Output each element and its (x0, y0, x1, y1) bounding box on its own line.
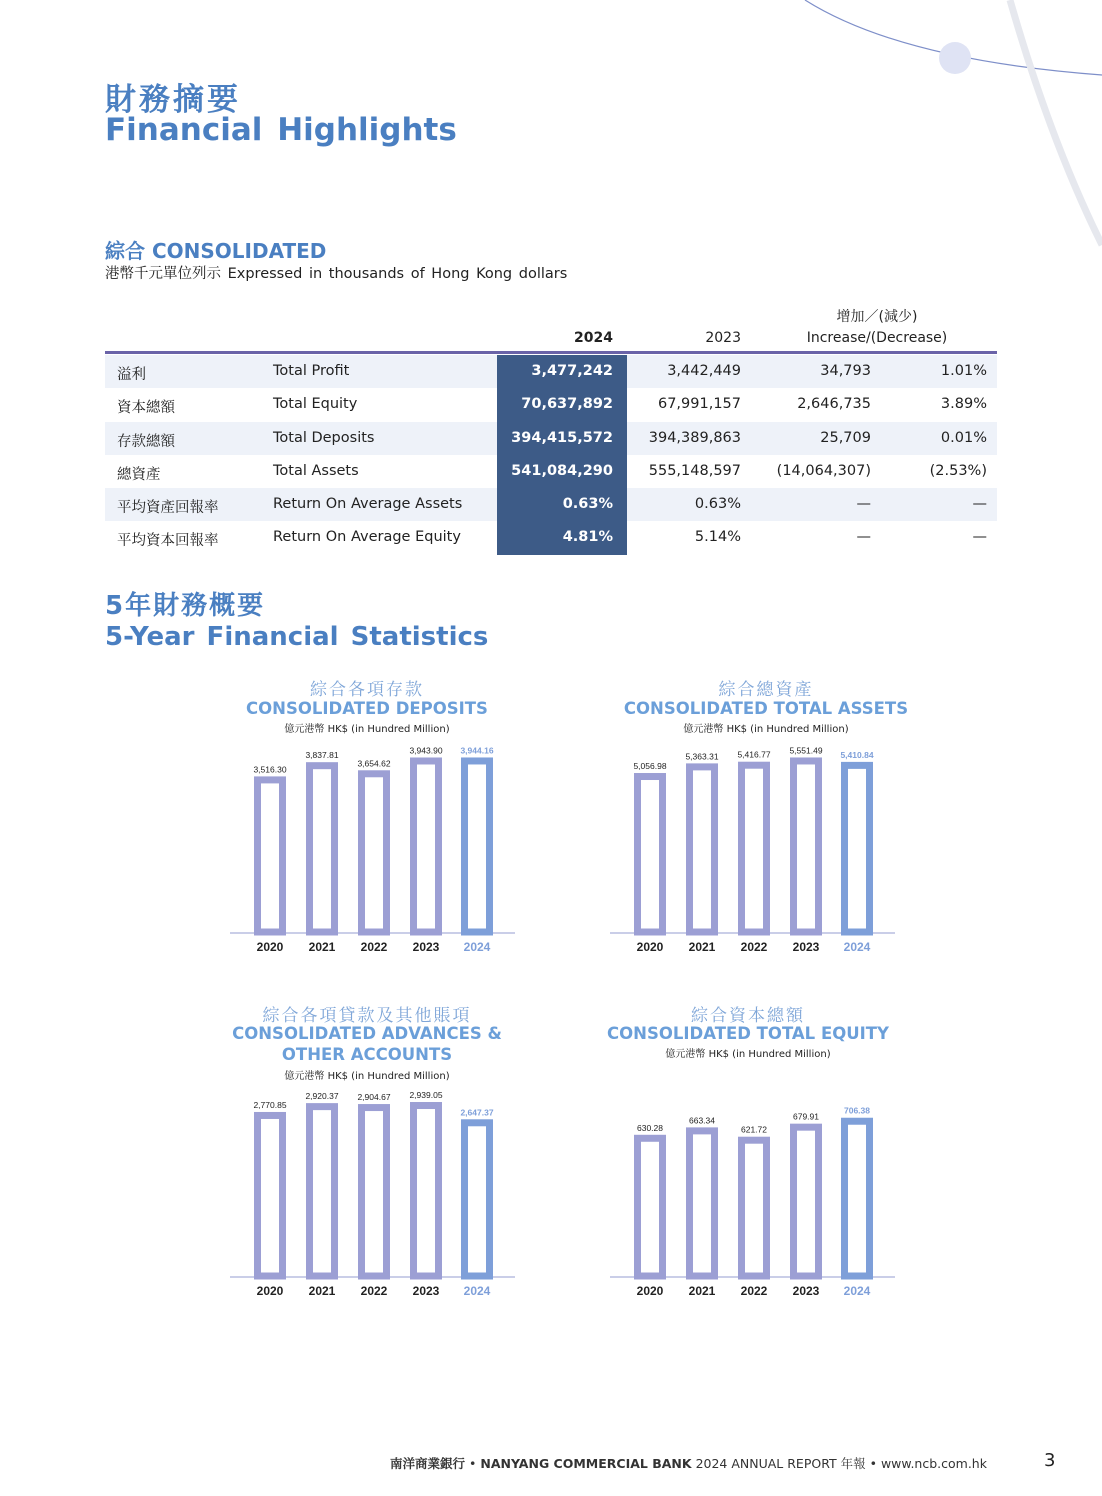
chart-title-advances: CONSOLIDATED ADVANCES & OTHER ACCOUNTS (232, 1024, 502, 1064)
chart-title-zh-equity: 綜合資本總額 (691, 1006, 805, 1026)
cell-change-pct: (2.53%) (929, 462, 987, 479)
stats-title-zh: 5年財務概要 (105, 591, 266, 621)
bar-2023 (794, 761, 819, 932)
x-tick-label-2020: 2020 (636, 940, 664, 954)
page-title: Financial Highlights (105, 112, 457, 148)
data-label-2023: 3,943.90 (409, 745, 443, 756)
data-label-2023: 5,551.49 (789, 745, 823, 756)
table-row (105, 388, 997, 421)
row-label-zh: 平均資產回報率 (117, 500, 219, 517)
cell-2023: 394,389,863 (648, 429, 741, 446)
page-footer (390, 1454, 987, 1472)
row-label: Total Profit (273, 363, 350, 379)
footer-separator: • (469, 1456, 477, 1471)
x-tick-label-2023: 2023 (792, 940, 820, 954)
bar-2020 (638, 1138, 663, 1276)
bar-2022 (742, 765, 767, 932)
column-header-change-zh: 增加／(減少) (836, 309, 918, 325)
cell-2024: 541,084,290 (497, 455, 627, 488)
cell-change: — (856, 496, 871, 513)
data-label-2024: 5,410.84 (840, 749, 874, 760)
x-tick-label-2023: 2023 (412, 1284, 440, 1298)
cell-2024: 70,637,892 (497, 388, 627, 421)
x-tick-label-2022: 2022 (740, 940, 768, 954)
column-header-2023: 2023 (705, 330, 741, 346)
x-tick-label-2024: 2024 (463, 940, 491, 954)
footer-report: 2024 ANNUAL REPORT 年報 (695, 1456, 866, 1471)
cell-change: 2,646,735 (797, 396, 871, 413)
table-row (105, 521, 997, 554)
cell-2024: 0.63% (497, 488, 627, 521)
x-tick-label-2022: 2022 (360, 940, 388, 954)
data-label-2022: 3,654.62 (357, 758, 391, 769)
bar-2022 (362, 774, 387, 932)
x-tick-label-2024: 2024 (843, 940, 871, 954)
footer-url: www.ncb.com.hk (880, 1456, 987, 1471)
bar-2023 (414, 761, 439, 932)
data-label-2021: 5,363.31 (685, 751, 719, 762)
x-tick-label-2020: 2020 (256, 940, 284, 954)
x-tick-label-2021: 2021 (688, 940, 716, 954)
chart-title-zh-advances: 綜合各項貸款及其他賬項 (262, 1006, 472, 1026)
cell-2023: 67,991,157 (657, 396, 741, 413)
chart-unit-advances: 億元港幣 HK$ (in Hundred Million) (284, 1071, 450, 1082)
data-label-2020: 2,770.85 (253, 1099, 287, 1110)
financial-highlights-table (105, 355, 997, 555)
bar-2024 (465, 761, 490, 932)
column-header-change: Increase/(Decrease) (806, 330, 948, 346)
cell-change-pct: 1.01% (940, 363, 987, 379)
x-tick-label-2021: 2021 (688, 1284, 716, 1298)
row-label-zh: 總資產 (117, 466, 161, 483)
data-label-2024: 706.38 (844, 1105, 870, 1116)
footer-brand-zh: 南洋商業銀行 (390, 1456, 466, 1471)
row-label-zh: 資本總額 (117, 400, 175, 417)
table-row (105, 355, 997, 388)
data-label-2021: 663.34 (689, 1115, 715, 1126)
data-label-2022: 2,904.67 (357, 1092, 391, 1103)
row-label: Return On Average Assets (273, 496, 463, 513)
bar-2023 (794, 1127, 819, 1276)
x-tick-label-2022: 2022 (740, 1284, 768, 1298)
column-header-2024: 2024 (574, 330, 613, 346)
chart-unit-assets: 億元港幣 HK$ (in Hundred Million) (683, 724, 849, 735)
cell-2023: 0.63% (694, 496, 741, 513)
chart-unit-equity: 億元港幣 HK$ (in Hundred Million) (665, 1049, 831, 1060)
cell-change-pct: 0.01% (940, 429, 987, 446)
bar-2020 (638, 777, 663, 932)
chart-title-deposits: CONSOLIDATED DEPOSITS (246, 699, 488, 718)
bar-2024 (845, 1121, 870, 1276)
chart-total-assets (605, 735, 905, 960)
stats-title: 5-Year Financial Statistics (105, 622, 489, 652)
bar-2022 (742, 1140, 767, 1276)
bar-2021 (690, 767, 715, 932)
chart-total-equity (605, 1079, 905, 1304)
data-label-2021: 2,920.37 (305, 1091, 339, 1102)
table-row (105, 455, 997, 488)
bar-2022 (362, 1108, 387, 1276)
data-label-2020: 5,056.98 (633, 761, 667, 772)
section-heading-consolidated: 綜合 CONSOLIDATED (105, 239, 327, 263)
x-tick-label-2024: 2024 (463, 1284, 491, 1298)
data-label-2020: 630.28 (637, 1122, 663, 1133)
chart-title-assets: CONSOLIDATED TOTAL ASSETS (623, 699, 909, 718)
data-label-2024: 3,944.16 (460, 745, 494, 756)
data-label-2024: 2,647.37 (460, 1107, 494, 1118)
x-tick-label-2020: 2020 (636, 1284, 664, 1298)
bar-2024 (465, 1123, 490, 1276)
row-label-zh: 存款總額 (117, 433, 175, 450)
bar-2021 (310, 1107, 335, 1276)
cell-2024: 3,477,242 (497, 355, 627, 388)
x-tick-label-2023: 2023 (412, 940, 440, 954)
cell-change-pct: — (972, 529, 987, 546)
cell-change-pct: — (972, 496, 987, 513)
section-subheading-units: 港幣千元單位列示 Expressed in thousands of Hong Kong dollars (105, 266, 568, 282)
x-tick-label-2020: 2020 (256, 1284, 284, 1298)
data-label-2022: 5,416.77 (737, 749, 771, 760)
cell-2024: 4.81% (497, 521, 627, 554)
row-label-zh: 平均資本回報率 (117, 533, 219, 550)
table-row (105, 422, 997, 455)
footer-separator: • (869, 1456, 877, 1471)
bar-2024 (845, 765, 870, 932)
chart-deposits (225, 735, 525, 960)
bar-2021 (690, 1131, 715, 1276)
bar-2021 (310, 766, 335, 932)
table-header-divider (105, 351, 997, 354)
row-label: Total Assets (273, 462, 359, 479)
row-label: Return On Average Equity (273, 529, 461, 546)
cell-2024: 394,415,572 (497, 422, 627, 455)
table-row (105, 488, 997, 521)
cell-change: — (856, 529, 871, 546)
chart-unit-deposits: 億元港幣 HK$ (in Hundred Million) (284, 724, 450, 735)
chart-advances (225, 1079, 525, 1304)
cell-change: 34,793 (820, 363, 871, 379)
data-label-2020: 3,516.30 (253, 764, 287, 775)
chart-title-zh-deposits: 綜合各項存款 (310, 680, 424, 700)
x-tick-label-2021: 2021 (308, 940, 336, 954)
cell-change: 25,709 (820, 429, 871, 446)
footer-brand: NANYANG COMMERCIAL BANK (480, 1456, 692, 1471)
x-tick-label-2023: 2023 (792, 1284, 820, 1298)
data-label-2023: 679.91 (793, 1111, 819, 1122)
decorative-dot-icon (939, 42, 971, 74)
cell-change-pct: 3.89% (940, 396, 987, 413)
x-tick-label-2024: 2024 (843, 1284, 871, 1298)
data-label-2021: 3,837.81 (305, 750, 339, 761)
bar-2023 (414, 1106, 439, 1276)
row-label: Total Deposits (273, 429, 375, 446)
chart-title-zh-assets: 綜合總資產 (718, 680, 814, 700)
cell-2023: 5.14% (694, 529, 741, 546)
chart-title-equity: CONSOLIDATED TOTAL EQUITY (607, 1024, 889, 1043)
row-label: Total Equity (273, 396, 358, 413)
bar-2020 (258, 780, 283, 932)
data-label-2023: 2,939.05 (409, 1090, 443, 1101)
cell-2023: 555,148,597 (648, 462, 741, 479)
row-label-zh: 溢利 (117, 367, 146, 383)
x-tick-label-2022: 2022 (360, 1284, 388, 1298)
cell-2023: 3,442,449 (667, 363, 741, 379)
cell-change: (14,064,307) (776, 462, 871, 479)
data-label-2022: 621.72 (741, 1124, 767, 1135)
x-tick-label-2021: 2021 (308, 1284, 336, 1298)
page-title-zh: 財務摘要 (105, 82, 241, 118)
page-number: 3 (1044, 1450, 1056, 1471)
bar-2020 (258, 1115, 283, 1276)
